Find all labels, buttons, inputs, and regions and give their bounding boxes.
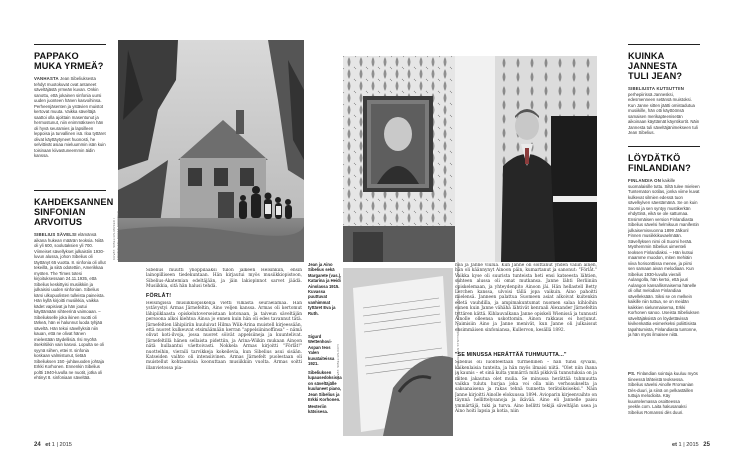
- article-paragraph-3: noa ja Janne viulua. Kun Janne oli soittanut yhden väliin ainen, hän oli käännynyt Ainoon päin, kumartanut ja sanonut: "Förlåt." Vaikka kyse oli suurista tunteista heti ensi katseesta lähtien, suhteen alussa oli omat mutkansa. Janne lähti Berliiniin opiskelemaan, ja yhteydenpito Ainoon jäi. Hän hellastell Betty Lerchen kanssa, ulvoisi tällä jopa vaikuin. Aino pahoitti mielensä. Janneen palattua Suomeen asiat alkoivat kuitenkin edetä vauhdilla, ja ampimakuntumat nuomen salaa kihloihin ennen kuin Janne vähähä lähtivät kenraali Alexander Järnefeltin tyttären kättä. Kihlauvalkana Janne opiskeli Wienissä ja tunnusti Ainolle olleensa uskottomin. Ainon rakkaus ei horjunut. Naimisiin Aino ja Janne menivät, kun Janne oli julkaissut ensimmäisen sinfoniansa, Kullervon, kesällä 1892.: [455, 263, 597, 333]
- article-paragraph-2: Helsingissä musiikkiopiskelija vietti vilkasta seuraelämää. Hän ystävystyi Armas Järnefeltin, Aino veljen kanssa. Armas oli kertomut lähipiiklaasta opiskelutoverseistaan kotonaan, ja taiveun säveltäjän persoona alkoi kiehtoa Ainoa jo ennen kuin hän oli edes tavannut tätä. Järnefeltien lähipiiriin kuuluivat Hilma Wiik-Arina muistell kirjeessään, että nuoret kulkeuvat etsimäämään kerran "appelsiininoffinsa" – nämä olivat koti-ilvoja, jossa nuoret söivät appelsiineja ja kuuntelivat. Järnefeltillä hänen sellaista pidettiin, ja Arina-Wiikin mukaan Ainoon nätä hullaantui väettoivasti. Nokkela Armas kirjoitti "Förlåt!" nuotteihin, vieraili tarvikkeja kokeilevia, kun Sibelius asui sisään. Katseiden vaihto oli intensiivinen. Armas Järnefelt puolestaan oli muistellut kohtaamisia koonuttaan musiikkiin vuolta. Armas soitti illanvietossa pia-: [146, 301, 302, 371]
- article-column-1: [146, 268, 302, 444]
- issue-left: 1 | 2015: [51, 442, 72, 448]
- portrait-photo-image: [343, 56, 455, 262]
- article-paragraph-4: Sibelius oli luonteeltaan turmellinen – hän tunsi syviäni, kaikenlaisia tunteita, ja hän myös ilmaisi niitä. "Olet niin ihana ja kaunis – et sinä kulta ymmärrä mitä pikkiviä tunnutuksia on ja miten jakautua olet mulia. Se minussa herättää tuhmuutta vaikka tulutu hurjaa joka voi olla niin verhoaukselta ja saksanaisena ja rakas tehnä tunnetta terätsiksiseksi." Näin Janne kirjoitti Ainolle elokuussa 1894. Avioparin kirjeenvaihto on täynnä hellittelysanoja ja ikävää. Aino eli Jannelle paisu ymmärtäjä, tuki ja turva. Aino hellitti tekijä säveltäjän usea ja Aino hoiti lapsia ja kotia, niin: [455, 360, 597, 415]
- article-paragraph-1: Sibelius muutti ylioppilaaksi tulon jälkeen Helsinkiin, ensin lainopilliseen tiedekuntaan. Hän kirjautui myös musiikkiopistoon, Sibelius-Akatemian edeltäjään, ja jäin lakiopinnot sarvet jäädä. Musiikkia, sitä hän halusi tehdä.: [146, 268, 302, 290]
- page-number-left: 24: [34, 442, 41, 448]
- left-sidebar: [34, 44, 114, 436]
- photo-credit-3: KUVAT: SIBELIUS-KOTI: [336, 343, 340, 380]
- piano-photo: [455, 56, 597, 262]
- page-folio-left: [34, 442, 72, 448]
- piano-photo-image: [455, 56, 597, 262]
- sheet-music-photo-image: [343, 268, 453, 436]
- right-sidebar-mid-rule: [628, 146, 700, 147]
- right-sidebar-top-rule: [628, 44, 700, 45]
- portrait-photo: [343, 56, 455, 262]
- right-sidebar: [628, 44, 700, 436]
- sidebar-text-1: [34, 76, 106, 176]
- page-folio-right: [672, 442, 710, 448]
- family-photo-image: [118, 40, 304, 262]
- right-sidebar-heading-1: KUINKA JANNESTA TULI JEAN?: [628, 51, 683, 81]
- right-sidebar-heading-2: LÖYDÄTKÖ FINLANDIAN?: [628, 153, 691, 173]
- right-sidebar-lead-2: FINLANDIA ON: [628, 178, 662, 183]
- page-number-right: 25: [703, 442, 710, 448]
- photo-credit-2: KUVA: SIBELIUKSEN SYNTYMÄKOTI / HÄMEENLINNAN KAUPUNGINMUSEO: [456, 261, 460, 380]
- subheading-forlat: FÖRLÅT!: [146, 293, 172, 299]
- photo-credit-1: KUVAT: SIBELIUS-MUSEO / TOIMITETTU NUKKE SANONEN: [112, 211, 120, 260]
- magazine-name-right: et: [672, 442, 677, 448]
- sidebar-lead-1: VANHASTA: [34, 76, 59, 81]
- family-photo: [118, 40, 304, 262]
- sidebar-top-rule: [34, 44, 106, 45]
- issue-right: 1 | 2015: [678, 442, 699, 448]
- right-sidebar-text-2: [628, 178, 700, 368]
- sidebar-text-2: [34, 232, 106, 450]
- sidebar-paragraph-2: elämänsä aikana hukean määrän teoksia. Niitä oli yli 600, soolutaksien yli 700. Viimeiset sävellykset julkaistiin 1930-luvun alussa, johon Sibelius oli täyttänyt 65 vuotta. 8. sinfonia oli ollut tekeillä, ja siitä odotettiin, Amerikkaa myöten. The Times totesi kirjoituksessaan 24.11.1935, että Sibelius keskittyisi musiikkiin ja julkaisisi uuden sinfonian. Sibelius kärsi ulkopuolisten tulleista paineista. Hän kyllä kirjoitti musiikkia, vaikka kädet vapisivat ja hän joutui käyttämään sihteerinä vaimoaan. – Sibeliukselle joka ikinen nuotti oli tärkeä, hän ei halunnut luoda tyhjää säveltä. Hän tekoi sävellyksiä niin kauan, että ne olivat hänen mielestään täydellisiä. Ilsi myöhä itsekritiikin vain kasvoi. Lopulta se oli syynä siihen, ettei 8. sinfonia koskaan valmistunut, tietää Sibeliuksen 150 -juhlavuoden johtaja Erkki Korhonen. Ennenkin Sibelius poltti 1940-luvulla ne nuotit, jotka oli ehtinyt 8. sinfoniaan säveltää.: [34, 232, 106, 380]
- sidebar-heading-2: KAHDEKSANNEN SINFONIAN ARVOITUS: [34, 197, 114, 227]
- sidebar-lead-2: SIBELIUS SÄVELSI: [34, 232, 77, 237]
- photo-caption-piano: Sibeliuksen lupausedoksissa on säveltäjälle kuuluneet piano, Jean Sibelius ja Erkki Korhonen.: [308, 370, 342, 403]
- right-sidebar-text-1: [628, 86, 700, 138]
- right-sidebar-lead-1: SIBELIUSTA KUTSUTTIIN: [628, 86, 684, 91]
- sidebar-paragraph-1: Jean Sibeliuksesta tehdyt muotokuvat ovat antaneet säveltäjästä yrmeän kuvan. Onkin sanottu, että jokainen sinfonia uursi uuden juonteen hänen kasvoihinsa. Perheenjäsenten ja ystävien muistot kertovat muuta. Vaikka säveltäjä saattoi olla ajoittain masentunut ja hermostunut, niin enimmäkseen hän oli hyvä seuramies ja lapsilleen leppoisa ja turvallinen isä. Iloa tyttäret olivat käyttäytyneet huonosti, he selvittivät asiaa mieluummin isän kuin toisinaan kiivastuneemmin äidin kanssa.: [34, 76, 106, 158]
- right-sidebar-text-3: [628, 371, 700, 419]
- sidebar-heading-1: PAPPAKO MUKA YRMEÄ?: [34, 51, 104, 71]
- right-sidebar-paragraph-1: perhepiirissä Jannesksi, edesmenneen setänsä muistoksi. Kun Janne sitten jäätti omistadutua musiikille, hän otti käyttöönsä samaisen merikapteenisetän aikoinaan käyttämät käyntikortit. Näin Jannesta tuli säveltäjänimekseen tuli Jean Sibelius.: [628, 91, 700, 135]
- photo-caption-family: Jean ja Aino Sibelius sekä Margarete (vas.), Katarina ja Heidi Ainolassa 1915. Kuvassa puuttuvat vanhimmat tyttäret Eva ja Ruth.: [308, 262, 342, 316]
- sheet-music-photo: [343, 268, 453, 436]
- pull-quote: "SE MINUSSA HERÄTTÄÄ TUHMUUTTA...": [455, 352, 567, 358]
- photo-caption-portrait: Sigurd Wettenhovi-Aspan teos Yalen kuvataiteissa 1921.: [308, 334, 335, 367]
- sidebar-mid-rule: [34, 190, 106, 191]
- right-sidebar-paragraph-3: Finlandian sointuja kuuluu myös tiineessä lähteistä teoksessa. Sibelius sävelsi Ainolle Rromanian Dès-duuri, ja siinä on pelkastäillen tuttuja melodioita. Käy kuuntelemassa osoitteessa yeekle.com. Laita hakusanaksi Sibelius Romanssi dès duuri.: [628, 371, 698, 415]
- right-sidebar-paragraph-2: kaikille suomalaisille tuttu. Siltä tulee mieleen Tuntematon sotilas, jonka viime kuvat kulkevat silmien edessä tuon sävelkylven säestämänä. Se on kuin Suomi ja sen syntyy mustikerkän ehdyttinä, eikä se ole sattumaa. Ensimmäisen version Finlandiasta Sibelius sävelsi helmikuun manifestin julkaisemisvuonna 1899 Jälkonl Finnen musiikkikuvaelmään. Sävellyksen nimi oli Suomi herää. Myöhemmin Sibelius uimenteli teoksen Finlandiaksi. – Hän kutsui maamme muodon, miten mehiäin viiva horisonttissa menee, ja piirsi sen samaan aivan melodiaan. Kun Sibelius 1930-luvulla vieraili Aulangolla, hän kertoi, että juuri Aulangon kansallismaisema hänelle oli ollut melodian Finlandiaa sävelleksään. Siksi se on melkein kaikille niin tuttua, se on meidän kaikkien sielunmaisema, Erkki Korhonen sanoo. Useista Sibeliuksen säveltäjäksistä on löydettävissä kivikenkattia esimerkeksi poliittisista tapahtumista, Finlandiasta tuntonne, ja hän myös ilmaisee niitä.: [628, 178, 700, 337]
- photo-caption-extra: Mesteriin kätsisesa.: [308, 404, 329, 415]
- magazine-name-left: et: [45, 442, 51, 448]
- right-sidebar-lead-3: PS.: [628, 371, 636, 376]
- article-column-2: [455, 263, 597, 441]
